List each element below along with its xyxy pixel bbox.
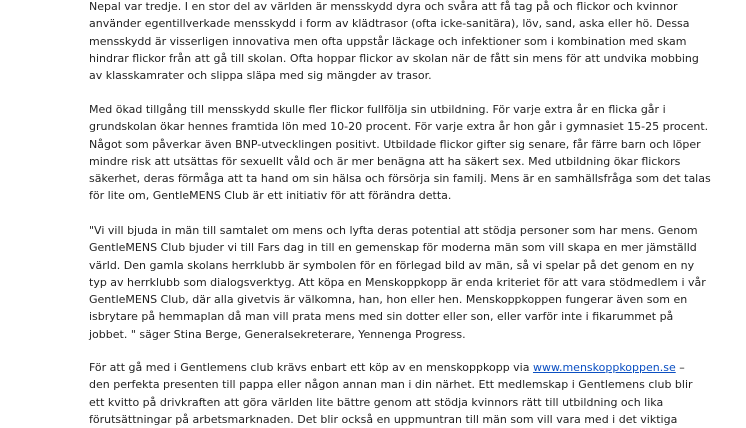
text-line: förutsättningar på arbetsmarknaden. Det blir också en uppmuntran till män som vill vara med i det viktiga	[89, 412, 678, 426]
text-line: typ av herrklubb som dialogsverktyg. Att köpa en Menskoppkopp är enda kriteriet för att vara stödmedlem i vår	[89, 275, 706, 289]
text-line: mensskydd är visserligen innovativa men ofta uppstår läckage och infektioner som i kombination med skam	[89, 34, 687, 48]
paragraph-menstrual-products	[89, 0, 729, 84]
text-line: av klasskamrater och slippa släpa med sig mängder av trasor.	[89, 69, 432, 83]
text-segment: –	[675, 361, 685, 374]
text-segment: För att gå med i Gentlemens club krävs enbart ett köp av en menskoppkopp via	[89, 361, 533, 374]
paragraph-quote	[89, 222, 729, 343]
text-line: den perfekta presenten till pappa eller någon annan man i din närhet. Ett medlemskap i Gentlemens club blir	[89, 378, 693, 392]
paragraph-join-club	[89, 359, 729, 428]
text-line: GentleMENS Club bjuder vi till Fars dag in till en gemenskap för moderna män som vill skapa en mer jämställd	[89, 241, 697, 255]
paragraph-education	[89, 101, 729, 205]
text-line: Något som påverkar även BNP-utvecklingen positivt. Utbildade flickor gifter sig senare, får färre barn och löper	[89, 137, 701, 151]
text-line: värld. Den gamla skolans herrklubb är symbolen för en förlegad bild av män, så vi spelar på det genom en ny	[89, 258, 695, 272]
text-line: isbrytare på hemmaplan då man vill prata mens med sin dotter eller son, eller varför inte i fikarummet på	[89, 310, 674, 324]
text-line: mindre risk att utsättas för sexuellt våld och är mer benägna att ha säkert sex. Med utbildning ökar flickors	[89, 154, 681, 168]
text-line: för lite om, GentleMENS Club är ett initiativ för att förändra detta.	[89, 189, 452, 203]
text-line: säkerhet, deras förmåga att ta hand om sin hälsa och försörja sin familj. Mens är en samhällsfråga som det talas	[89, 172, 711, 186]
menskoppkoppen-link[interactable]: www.menskoppkoppen.se	[532, 361, 676, 374]
text-line: använder egentillverkade mensskydd i form av klädtrasor (ofta icke-sanitära), löv, sand, aska eller hö. Dessa	[89, 17, 690, 31]
text-line: grundskolan ökar hennes framtida lön med 10-20 procent. För varje extra år hon går i gymnasiet 15-25 procent.	[89, 120, 709, 134]
text-line: Nepal var tredje. I en stor del av världen är mensskydd dyra och svåra att få tag på och flickor och kvinnor	[89, 0, 678, 13]
text-line: ett kvitto på drivkraften att göra världen lite bättre genom att stödja kvinnors rätt till utbildning och lika	[89, 395, 664, 409]
text-line: jobbet. " säger Stina Berge, Generalsekreterare, Yennenga Progress.	[89, 327, 466, 341]
text-line: Med ökad tillgång till mensskydd skulle fler flickor fullfölja sin utbildning. För varje extra år en flicka går i	[89, 103, 666, 116]
text-line: GentleMENS Club, där alla givetvis är välkomna, han, hon eller hen. Menskoppkoppen fungerar även som en	[89, 293, 688, 307]
text-line: "Vi vill bjuda in män till samtalet om mens och lyfta deras potential att stödja personer som har mens. Genom	[89, 224, 698, 237]
text-line	[89, 359, 729, 376]
text-line: hindrar flickor från att gå till skolan. Ofta hoppar flickor av skolan när de fått sin mens för att undvika mobbing	[89, 51, 699, 65]
